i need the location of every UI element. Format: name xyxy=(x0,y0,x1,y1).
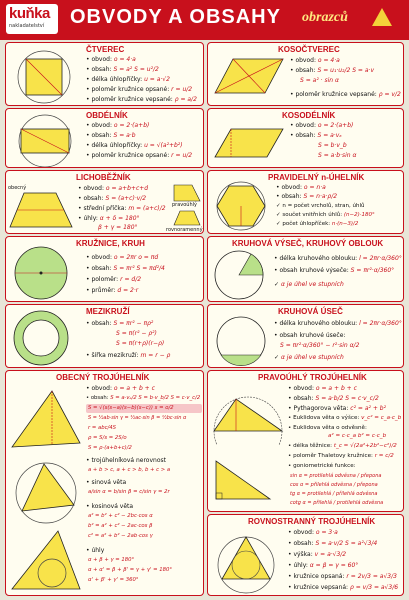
right-triangle-trig-figure xyxy=(212,455,274,505)
annulus-figure xyxy=(9,308,73,368)
triangle-circumcircle-figure xyxy=(8,459,84,525)
right-trapezoid-figure xyxy=(172,183,202,203)
section-title: MEZIKRUŽÍ xyxy=(86,307,130,316)
panel-pravouhly: PRAVOÚHLÝ TROJÚHELNÍK • obvod: o = a + b + c • obsah: S = a·b/2 S = c·v_c/2 • Pythagorova věta: c² = a² + b² • Euklidova věta o výšce: v_c² = c_a·c_b • Euklidova věta o odvěsně: a² = c·c_a b² = c·c_b • délka těžnice: t_c = √(2a²+2b²−c²)/2 • poloměr Thaletovy kružnice: r = c/2 • goniometrické funkce: sin α = protilehlá odvěsna / přepona cos α = přilehlá odvěsna / přepona tg α = protilehlá / přilehlá odvěsna cotg α = přilehlá / protilehlá odvěsna xyxy=(207,370,404,512)
hexagon-figure xyxy=(212,179,270,233)
section-title: KRUHOVÁ VÝSEČ, KRUHOVÝ OBLOUK xyxy=(232,239,384,248)
section-title: OBECNÝ TROJÚHELNÍK xyxy=(56,373,150,382)
panel-kruznice: KRUŽNICE, KRUH • obvod: o = 2πr o = πd • obsah: S = πr² S = πd²/4 • poloměr: r = d/2 • průměr: d = 2·r xyxy=(5,236,204,302)
section-title: OBDÉLNÍK xyxy=(86,111,128,120)
segment-figure xyxy=(211,313,273,367)
circle-figure xyxy=(9,241,73,301)
header xyxy=(0,0,409,40)
isosceles-trapezoid-figure xyxy=(172,209,202,227)
rectangle-figure xyxy=(9,113,81,167)
page-title-accent: obrazců xyxy=(302,10,348,25)
section-title: KRUHOVÁ ÚSEČ xyxy=(278,307,343,316)
section-title: KRUŽNICE, KRUH xyxy=(76,239,145,248)
parallelogram-figure xyxy=(211,123,287,163)
right-triangle-figure xyxy=(210,385,286,445)
logo-subtext: nakladatelství xyxy=(9,23,45,29)
rhombus-figure xyxy=(211,53,287,103)
section-title: KOSODÉLNÍK xyxy=(282,111,336,120)
panel-kosoctverec: KOSOČTVEREC • obvod: o = 4·a • obsah: S = u₁·u₂/2 S = a·v S = a² · sin α • poloměr kružnice vepsané: ρ = v/2 xyxy=(207,42,404,106)
triangle-icon xyxy=(372,8,392,26)
publisher-logo xyxy=(6,4,58,34)
panel-usec: KRUHOVÁ ÚSEČ • délka kruhového oblouku: l = 2πr·α/360° • obsah kruhové úseče: S = πr²·α/360° − r²·sin α/2 ✓ α je úhel ve stupních xyxy=(207,304,404,368)
section-title: PRAVOÚHLÝ TROJÚHELNÍK xyxy=(258,373,367,382)
general-triangle-figure xyxy=(8,385,84,455)
section-title: PRAVIDELNÝ n-ÚHELNÍK xyxy=(268,173,365,182)
section-title: LICHOBĚŽNÍK xyxy=(76,173,131,182)
equilateral-triangle-figure xyxy=(211,525,281,595)
panel-ctverec: ČTVEREC • obvod: o = 4·a • obsah: S = a² S = u²/2 • délka úhlopříčky: u = a·√2 • poloměr kružnice opsané: r = u/2 • poloměr kružnice vepsané: ρ = a/2 xyxy=(5,42,204,106)
logo-text: kuňka xyxy=(9,5,50,22)
panel-vysec: KRUHOVÁ VÝSEČ, KRUHOVÝ OBLOUK • délka kruhového oblouku: l = 2πr·α/360° • obsah kruhové výseče: S = πr²·α/360° ✓ α je úhel ve stupních xyxy=(207,236,404,302)
panel-kosodelnik: KOSODÉLNÍK • obvod: o = 2·(a+b) • obsah: S = a·vₐ S = b·v_b S = a·b·sin α xyxy=(207,108,404,168)
section-title: ČTVEREC xyxy=(86,45,125,54)
sector-figure xyxy=(211,247,271,302)
panel-nuhelnik: PRAVIDELNÝ n-ÚHELNÍK • obvod: o = n·a • obsah: S = n·a·ρ/2 ✓ n = počet vrcholů, stran, úhlů ✓ součet vnitřních úhlů: (n−2)·180° ✓ počet úhlopříček: n·(n−3)/2 xyxy=(207,170,404,234)
square-figure xyxy=(9,47,79,105)
trapezoid-figure xyxy=(8,187,74,231)
panel-obdelnik: OBDÉLNÍK • obvod: o = 2·(a+b) • obsah: S = a·b • délka úhlopříčky: u = √(a²+b²) • poloměr kružnice opsané: r = u/2 xyxy=(5,108,204,168)
page-title: OBVODY A OBSAHY xyxy=(70,6,281,28)
section-title: KOSOČTVEREC xyxy=(278,45,340,54)
section-title: ROVNOSTRANNÝ TROJÚHELNÍK xyxy=(248,517,376,526)
panel-lichobeznik: LICHOBĚŽNÍK obecný • obvod: o = a+b+c+d • obsah: S = (a+c)·v/2 • střední příčka: m = (a+c)/2 • úhly: α + δ = 180° β + γ = 180° pravoúhlý rovnoramenný xyxy=(5,170,204,234)
panel-mezikruzi: MEZIKRUŽÍ • obsah: S = πr² − πρ² S = π(r² − ρ²) S = π(r+ρ)(r−ρ) • šířka mezikruží: m = r − ρ xyxy=(5,304,204,368)
panel-rovnostranny: ROVNOSTRANNÝ TROJÚHELNÍK • obvod: o = 3·a • obsah: S = a·v/2 S = a²√3/4 • výška: v = a·√3/2 • úhly: α = β = γ = 60° • kružnice opsaná: r = 2v/3 = a√3/3 • kružnice vepsaná: ρ = v/3 = a√3/6 xyxy=(207,514,404,596)
triangle-incircle-figure xyxy=(8,527,84,593)
panel-obecny: OBECNÝ TROJÚHELNÍK • obvod: o = a + b + c • obsah: S = a·vₐ/2 S = b·v_b/2 S = c·v_c/2 S = √(s(s−a)(s−b)(s−c)) s = o/2 S = ½ab·sin γ = ½ac·sin β = ½bc·sin α r = abc/4S ρ = S/s = 2S/o S = ρ·(a+b+c)/2 • trojúhelníková nerovnost a + b > c, a + c > b, b + c > a • sinová věta a/sin α = b/sin β = c/sin γ = 2r • kosinová věta a² = b² + c² − 2bc·cos α b² = a² + c² − 2ac·cos β c² = a² + b² − 2ab·cos γ • úhly α + β + γ = 180° α + α' = β + β' = γ + γ' = 180° α' + β' + γ' = 360° xyxy=(5,370,204,596)
